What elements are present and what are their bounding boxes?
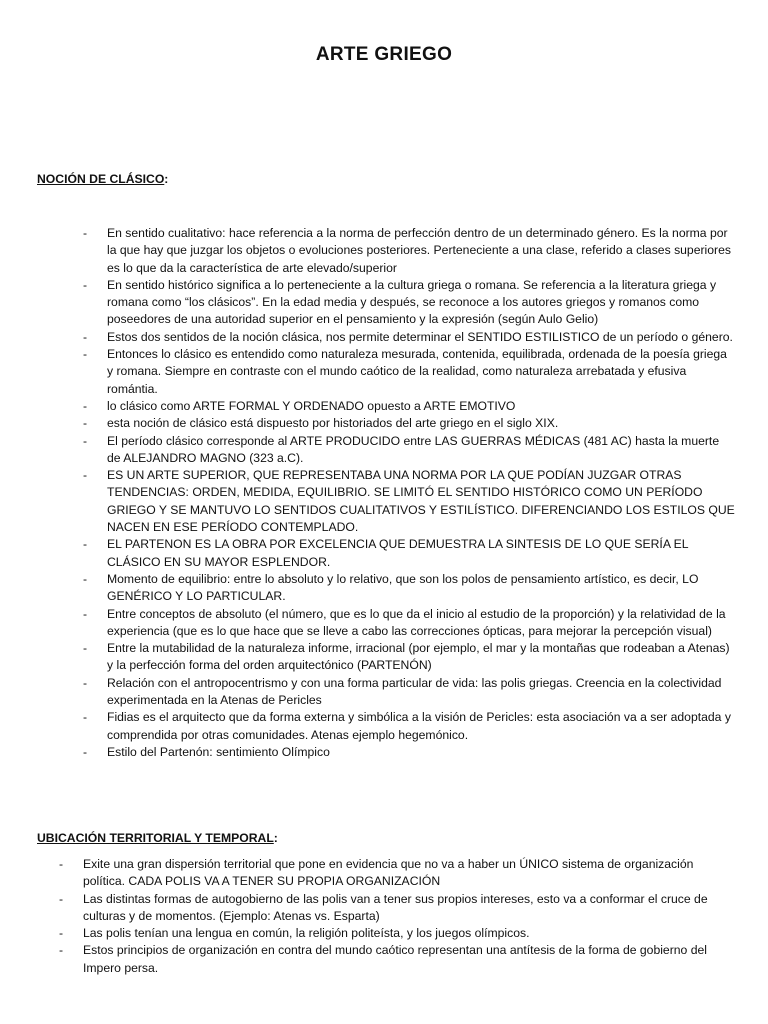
list-item: - Momento de equilibrio: entre lo absoluto y lo relativo, que son los polos de pensamiento artístico, es decir, LO GENÉRICO Y LO PARTICULAR. [107, 571, 735, 606]
section-heading-nocion-clasico [37, 171, 168, 187]
list-item: - Estos dos sentidos de la noción clásica, nos permite determinar el SENTIDO ESTILISTICO de un período o género. [107, 329, 735, 346]
list-item: - Fidias es el arquitecto que da forma externa y simbólica a la visión de Pericles: esta asociación va a ser adoptada y comprendida por otras comunidades. Atenas ejemplo hegemónico. [107, 709, 735, 744]
section-heading-ubicacion [37, 830, 278, 846]
page-title: ARTE GRIEGO [315, 44, 453, 65]
section-heading-colon: : [273, 831, 278, 845]
list-item: - Las distintas formas de autogobierno de las polis van a tener sus propios intereses, esto va a conformar el cruce de culturas y de momentos. (Ejemplo: Atenas vs. Esparta) [83, 891, 735, 926]
list-item: - Estos principios de organización en contra del mundo caótico representan una antítesis de la forma de gobierno del Impero persa. [83, 942, 735, 977]
list-item: - En sentido cualitativo: hace referencia a la norma de perfección dentro de un determinado género. Es la norma por la que hay que juzgar los objetos o evoluciones posteriores. Perteneciente a una clase, referido a clases superiores es lo que da la característica de arte elevado/superior [107, 225, 735, 277]
section-heading-colon: : [164, 172, 169, 186]
nocion-clasico-list [107, 225, 735, 761]
list-item: - esta noción de clásico está dispuesto por historiados del arte griego en el siglo XIX. [107, 415, 735, 432]
list-item: - Estilo del Partenón: sentimiento Olímpico [107, 744, 735, 761]
list-item: - Relación con el antropocentrismo y con una forma particular de vida: las polis griegas. Creencia en la colectividad experimentada en la Atenas de Pericles [107, 675, 735, 710]
ubicacion-list [83, 856, 735, 977]
list-item: - EL PARTENON ES LA OBRA POR EXCELENCIA QUE DEMUESTRA LA SINTESIS DE LO QUE SERÍA EL CLÁSICO EN SU MAYOR ESPLENDOR. [107, 536, 735, 571]
section-heading-text: NOCIÓN DE CLÁSICO [37, 172, 165, 186]
list-item: - En sentido histórico significa a lo perteneciente a la cultura griega o romana. Se referencia a la literatura griega y romana como “los clásicos”. En la edad media y después, se reconoce a los autores griegos y romanos como poseedores de una autoridad superior en el pensamiento y la expresión (según Aulo Gelio) [107, 277, 735, 329]
list-item: - ES UN ARTE SUPERIOR, QUE REPRESENTABA UNA NORMA POR LA QUE PODÍAN JUZGAR OTRAS TENDENCIAS: ORDEN, MEDIDA, EQUILIBRIO. SE LIMITÓ EL SENTIDO HISTÓRICO COMO UN PERÍODO GRIEGO Y SE MANTUVO LO SENTIDOS CUALITATIVOS Y ESTILÍSTICO. DIFERENCIANDO LOS ESTILOS QUE NACEN EN ESE PERÍODO CONTEMPLADO. [107, 467, 735, 536]
list-item: - Entre la mutabilidad de la naturaleza informe, irracional (por ejemplo, el mar y la montañas que rodeaban a Atenas) y la perfección forma del orden arquitectónico (PARTENÓN) [107, 640, 735, 675]
list-item: - El período clásico corresponde al ARTE PRODUCIDO entre LAS GUERRAS MÉDICAS (481 AC) hasta la muerte de ALEJANDRO MAGNO (323 a.C). [107, 433, 735, 468]
list-item: - Entonces lo clásico es entendido como naturaleza mesurada, contenida, equilibrada, ordenada de la poesía griega y romana. Siempre en contraste con el mundo caótico de la realidad, como naturaleza arrebatada y efusiva romántia. [107, 346, 735, 398]
list-item: - Exite una gran dispersión territorial que pone en evidencia que no va a haber un ÚNICO sistema de organización política. CADA POLIS VA A TENER SU PROPIA ORGANIZACIÓN [83, 856, 735, 891]
section-heading-text: UBICACIÓN TERRITORIAL Y TEMPORAL [37, 831, 274, 845]
list-item: - Las polis tenían una lengua en común, la religión politeísta, y los juegos olímpicos. [83, 925, 735, 942]
list-item: - Entre conceptos de absoluto (el número, que es lo que da el inicio al estudio de la proporción) y la relatividad de la experiencia (que es lo que hace que se lleve a cabo las correcciones ópticas, para mejorar la percepción visual) [107, 606, 735, 641]
list-item: - lo clásico como ARTE FORMAL Y ORDENADO opuesto a ARTE EMOTIVO [107, 398, 735, 415]
